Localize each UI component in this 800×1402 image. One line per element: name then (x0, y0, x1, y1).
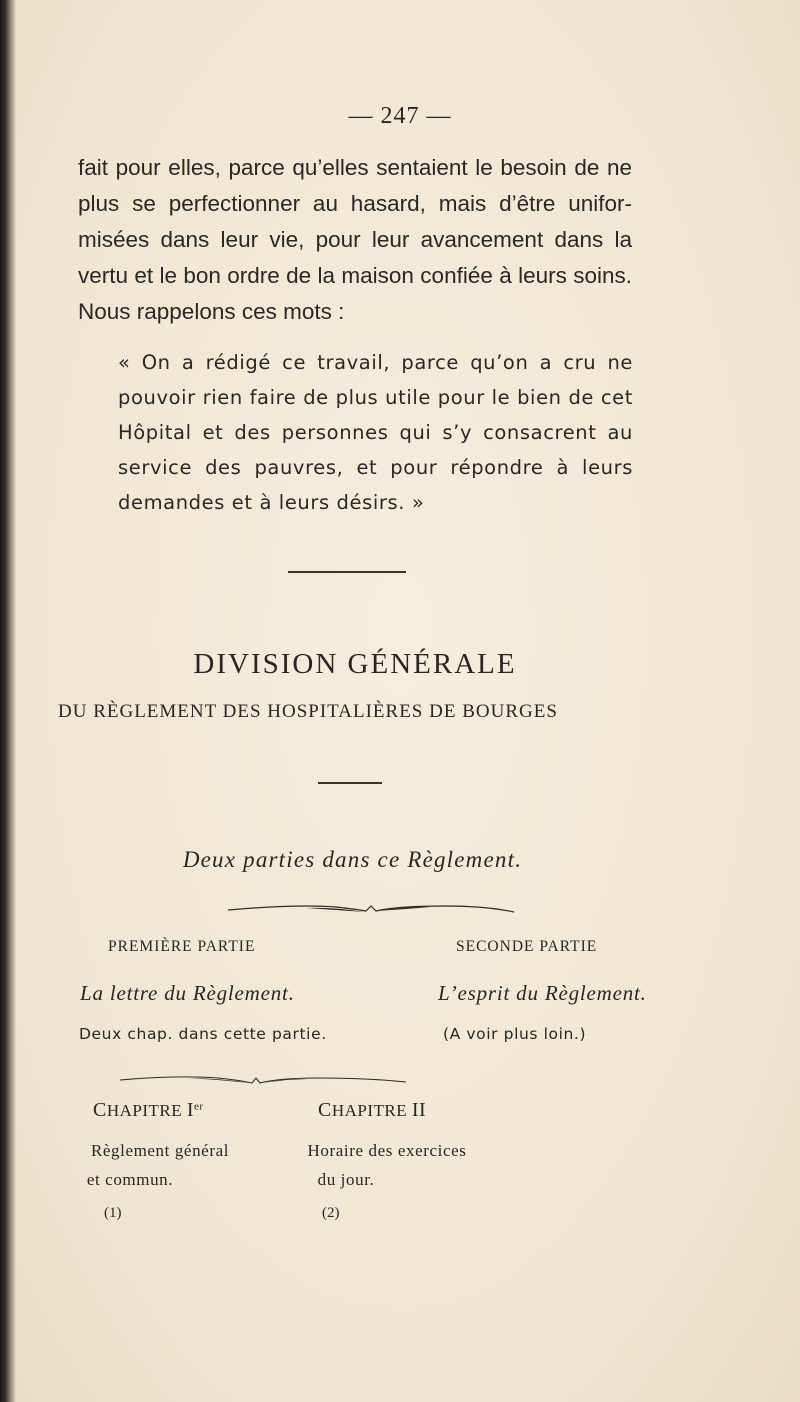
quotation: « On a rédigé ce travail, parce qu’on a cru ne pouvoir rien faire de plus utile pour le bien de cet Hôpital et des personnes qui s’y consacrent au service des pauvres, et pour répondre à leurs demandes et à leurs désirs. » (118, 351, 633, 514)
parts-title: Deux parties dans ce Règlement. (182, 847, 523, 872)
first-part-note: Deux chap. dans cette partie. (79, 1025, 327, 1043)
first-part-title: La lettre du Règlement. (80, 981, 295, 1005)
section-heading: DIVISION GÉNÉRALE (193, 648, 517, 680)
swash-ornament-small (118, 1070, 408, 1090)
short-divider-rule (318, 782, 382, 784)
second-part-heading: SECONDE PARTIE (456, 938, 598, 955)
swash-ornament (226, 898, 516, 918)
chapter-one-desc-line2: et commun. (86, 1170, 174, 1189)
section-subheading: DU RÈGLEMENT DES HOSPITALIÈRES DE BOURGES (58, 701, 558, 722)
chapter-two-desc-line1: Horaire des exercices (307, 1141, 467, 1160)
second-part-title: L’esprit du Règlement. (438, 981, 647, 1005)
book-binding-edge (0, 0, 16, 1402)
chapter-one-heading: CHAPITRE Ier (93, 1099, 204, 1121)
chapter-two-heading: CHAPITRE II (318, 1099, 427, 1121)
footnote-ref-2: (2) (322, 1205, 340, 1221)
first-part-heading: PREMIÈRE PARTIE (108, 938, 256, 955)
body-paragraph: fait pour elles, parce qu’elles sentaient le besoin de ne plus se perfectionner au hasard, mais d’être unifor- misées dans leur vie, pour leur avancement dans la vertu et le bon ordre de la maison confiée à leurs soins. Nous rappelons ces mots : (78, 155, 632, 324)
chapter-two-desc-line2: du jour. (317, 1170, 375, 1189)
divider-rule (288, 571, 406, 573)
second-part-note: (A voir plus loin.) (443, 1025, 587, 1043)
chapter-one-desc-line1: Règlement général (90, 1141, 230, 1160)
footnote-ref-1: (1) (104, 1205, 122, 1221)
page-number: — 247 — (348, 103, 452, 129)
